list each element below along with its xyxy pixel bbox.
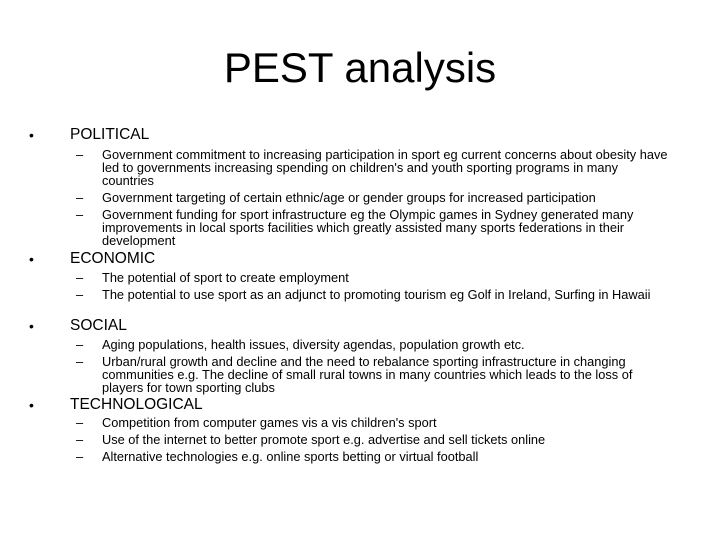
list-item [0,416,720,429]
dash-marker: – [76,190,84,205]
slide-title: PEST analysis [223,44,497,91]
list-item [0,208,720,247]
section-heading: SOCIAL [70,317,127,334]
section-heading: ECONOMIC [70,250,156,267]
dash-marker: – [76,207,84,222]
dash-marker: – [76,432,84,447]
list-item [0,450,720,463]
list-item [0,271,720,284]
dash-marker: – [76,415,84,430]
list-item-text: Use of the internet to better promote sport e.g. advertise and sell tickets online [102,432,546,447]
section-heading: POLITICAL [70,126,150,143]
list-item [0,288,720,301]
bullet-marker: • [29,127,34,143]
bullet-marker: • [29,251,34,267]
list-item-text: The potential to use sport as an adjunct to promoting tourism eg Golf in Ireland, Surfing in Hawaii [102,287,651,302]
dash-marker: – [76,337,84,352]
list-item-text: Aging populations, health issues, diversity agendas, population growth etc. [102,337,525,352]
bullet-marker: • [29,318,34,334]
list-item [0,355,720,394]
dash-marker: – [76,287,84,302]
dash-marker: – [76,147,84,162]
technological-items [0,416,720,463]
social-items [0,338,720,394]
list-item [0,338,720,351]
list-item [0,433,720,446]
list-item-text: Government targeting of certain ethnic/age or gender groups for increased participation [102,190,596,205]
list-item-text: The potential of sport to create employment [102,270,349,285]
list-item-text: Alternative technologies e.g. online sports betting or virtual football [102,449,479,464]
dash-marker: – [76,449,84,464]
list-item-text: Urban/rural growth and decline and the need to rebalance sporting infrastructure in changing communities e.g. The decline of small rural towns in many countries which leads to the loss of players for town sporting clubs [102,354,633,395]
list-item-text: Government commitment to increasing participation in sport eg current concerns about obesity have led to governments increasing spending on children's and youth sporting programs in many countries [102,147,668,188]
list-item [0,191,720,204]
political-items [0,148,720,247]
list-item-text: Competition from computer games vis a vis children's sport [102,415,437,430]
dash-marker: – [76,354,84,369]
economic-items [0,271,720,301]
bullet-marker: • [29,397,34,413]
list-item [0,148,720,187]
dash-marker: – [76,270,84,285]
list-item-text: Government funding for sport infrastructure eg the Olympic games in Sydney generated many improvements in local sports facilities which greatly assisted many sports federations in their development [102,207,634,248]
section-heading: TECHNOLOGICAL [70,396,203,413]
